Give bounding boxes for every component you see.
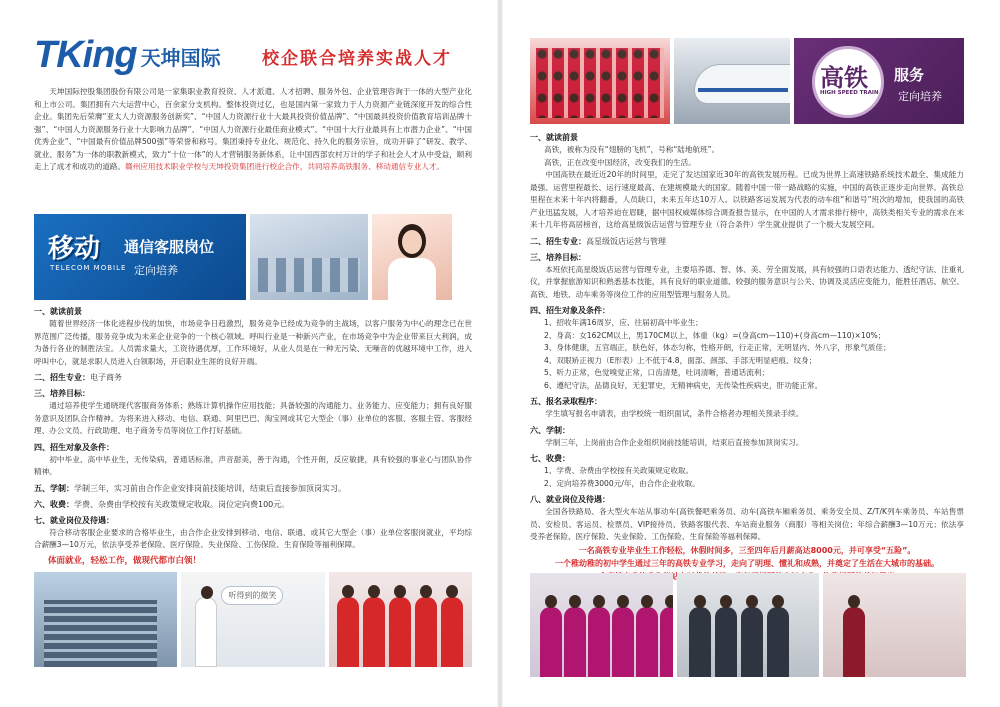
list-item: 2、定向培养费3000元/年，由合作企业收取。 <box>544 478 700 488</box>
banner-en-text: TELECOM MOBILE <box>50 264 127 272</box>
call-bubble: 听得到的微笑 <box>221 586 283 605</box>
section-heading: 一、就读前景 <box>34 307 82 316</box>
section-heading: 二、招生专业：电子商务 <box>34 373 122 382</box>
section-heading: 七、就业岗位及待遇： <box>34 515 114 525</box>
section-heading: 六、学制： <box>530 425 570 435</box>
section-body: 全国各铁路局、各大型火车站从事动车(高铁餐吧乘务员、动车(高铁车厢乘务员、乘务安全员、Z/T/K列车乘务员、车站售票员、安检员、客运员、检票员、VIP接待员、铁路客服代表、车站商业服务（商服）等相关岗位；年综合薪酬3—10万元；依法享受养老保险、医疗保险、失业保险、工伤保险、生育保险等福利保障。 <box>530 507 964 541</box>
rail-banner <box>794 38 964 124</box>
section-heading: 五、报名录取程序： <box>530 397 602 406</box>
section-line: 高铁，被称为没有“翅膀的飞机”，号称“陆地航班”。 <box>544 145 720 154</box>
mobile-banner <box>34 214 246 300</box>
staff-photo <box>329 572 472 667</box>
section-line: 高铁，正在改变中国经济，改变我们的生活。 <box>544 157 696 167</box>
section-heading: 六、收费：学费、杂费由学校按有关政策规定收取。岗位定向费100元。 <box>34 499 290 509</box>
section-body: 符合移动客服企业要求的合格毕业生，由合作企业安排到移动、电信、联通、或其它大型企（事）业单位客服岗就业，平均综合薪酬3—10万元，依法享受养老保险、医疗保险、失业保险、工伤保险、生育保险等福利保障。 <box>34 527 472 549</box>
logo-mark: TKing <box>34 34 137 76</box>
rail-banner-big: 高铁 <box>820 64 868 92</box>
logo-cn: 天坤国际 <box>140 48 221 70</box>
serving-photo <box>823 573 966 677</box>
section-heading: 四、招生对象及条件： <box>34 442 114 452</box>
banner-title: 通信客服岗位 <box>124 238 215 256</box>
section-body: 初中毕业、高中毕业生，无传染病，普通话标准，声音甜美，善于沟通，个性开朗，反应敏捷，具有较强的事业心与团队协作精神。 <box>34 454 472 476</box>
list-item: 1、招收年满16周岁，应、往届初高中毕业生； <box>544 318 703 327</box>
left-photo-strip <box>34 572 472 667</box>
list-item: 3、身体健康，五官端正，肤色好，体态匀称，性格开朗，行走正常，无明显内、外八字，形象气质佳； <box>544 343 891 352</box>
section-heading: 五、学制：学制三年，实习前由合作企业安排岗前技能培训，结束后直接参加顶岗实习。 <box>34 483 346 493</box>
right-sections <box>530 132 964 583</box>
mobile-banner-row <box>34 214 472 300</box>
rail-banner-en: HIGH SPEED TRAIN <box>820 90 879 96</box>
header-slogan: 校企联合培养实战人才 <box>262 49 452 69</box>
logo <box>34 36 221 74</box>
training-hall-photo <box>677 573 820 677</box>
section-body: 随着世界经济一体化进程步伐的加快，市场竞争日趋激烈，服务竞争已经成为竞争的主战场，以客户服务为中心的理念已在世界范围广泛传播，服务竞争成为未来企业竞争的一个核心领域。呼叫行业是一种新兴产业，在市场竞争中为企业带来巨大利润，成为备行各业的制胜法宝。人员需求量大，工资待遇优厚，工作环境好，从业人员是在一种无污染、无噪音的优越环境中工作，进入呼叫中心，就是求职人员进入白领职场，开启职业生涯的良好开端。 <box>34 319 472 366</box>
left-sections <box>34 306 472 566</box>
attendants-photo <box>530 573 673 677</box>
header <box>34 30 472 82</box>
section-heading: 二、招生专业：高星级饭店运营与管理 <box>530 236 666 246</box>
section-heading: 一、就读前景 <box>530 133 578 142</box>
section-heading: 八、就业岗位及待遇： <box>530 495 610 504</box>
slogan-red: 体面就业，轻松工作，做现代都市白领！ <box>48 555 202 566</box>
list-item: 1、学费、杂费由学校按有关政策规定收取。 <box>544 466 694 475</box>
section-heading: 七、收费： <box>530 454 570 463</box>
list-item: 6、遵纪守法，品德良好，无犯罪史，无精神病史，无传染性疾病史，肝功能正常。 <box>544 380 823 390</box>
rail-banner-sub: 定向培养 <box>898 90 942 103</box>
section-body: 通过培养使学生通晓现代客服商务体系；熟练计算机操作应用技能；具备较强的沟通能力、业务能力、应变能力；拥有良好服务意识及团队合作精神。为将来进入移动、电信、联通、阿里巴巴、淘宝网或其它大型企（事）业单位的客服、客服主管、客服经理、办公文员、行政助理、电子商务专员等岗位工作打好基础。 <box>34 401 472 435</box>
list-item: 2、身高：女162CM以上，男170CM以上，体重（kg）=(身高cm—110)+(身高cm—110)×10%； <box>544 330 886 340</box>
section-heading: 四、招生对象及条件： <box>530 306 610 315</box>
building-photo <box>34 572 177 667</box>
call-center-photo <box>181 572 324 667</box>
intro-text: 天坤国际控股集团股份有限公司是一家集职业教育投资、人才派遣、人才招聘、服务外包、企业管理咨询于一体的大型产业化和上市公司。集团拥有六大运营中心，百余家分支机构。整体投资过亿，也是国内第一家致力于人力资源产业链深度开发的综合性企业。集团先后荣膺“亚太人力资源服务创新奖”、“中国人力资源行业十大最具投资价值品牌”、“中国最具投资价值教育培训品牌十强”、“中国人力资源服务行业十大影响力品牌”、“中国人力资源行业最佳商业模式”、“中国十大行业最具有上市潜力企业”、“中国优秀企业”、“中国最有价值品牌500强”等荣誉和称号。集团秉持专业化、规范化、持久化的服务宗旨，成功开辟了“研发、教学、就业、服务”为一体的职教新模式，致力“十位一体”的人才营销服务新体系，让中国西部农村万计的学子和社会人才从中受益，顺利走上了成才和成功的道路。赣州应用技术职业学校与天坤投资集团进行校企合作，共同培养高铁服务、移动通信专业人才。 <box>34 87 472 171</box>
section-body: 学制三年，上岗前由合作企业组织岗前技能培训，结束后直接参加顶岗实习。 <box>545 437 804 447</box>
section-body: 本班依托高星级饭店运营与管理专业，主要培养德、智、体、美、劳全面发展，具有较强的口语表达能力、透纪守法、注重礼仪，并掌握旅游知识和熟悉基本技能，具有良好的职业道德、较强的服务意识与公关、协调及灵活应变能力，能胜任酒店、航空、高铁、地铁、动车乘务等岗位工作的应用型管理与服务人员。 <box>530 264 964 299</box>
banner-big-text: 移动 <box>48 234 101 264</box>
office-photo <box>250 214 368 300</box>
section-body: 中国高铁在最近近20年的时间里，走完了发达国家近30年的高铁发展历程。已成为世界上高速铁路系统技术最全、集成能力最强、运营里程最长、运行速度最高、在建规模最大的国家。随着中国一带一路战略的实施，中国的高铁正逐步走向世界。高铁总里程在未来十年内将翻番，人员缺口，未来五年达10万人。以铁路客运发展为代表的动车组“和谐号”班次的增加，使我国的高铁产业迅猛发展，人才培养迫在眉睫，据中国权威媒体综合调查报告显示，在中国的人才需求排行榜中，高铁类相关专业的需求在未来十几年将高居榜首，这给高星级饭店运营与管理专业（符合条件）学生就业提供了一个极大发展空间。 <box>530 170 964 229</box>
red-line: 一名高铁专业毕业生工作轻松，休假时间多，三至四年后月薪高达8000元，并可享受“五险”。 <box>578 545 916 555</box>
banner-subtitle: 定向培养 <box>134 264 178 277</box>
list-item: 4、双眼矫正视力（E形表）上不低于4.8，面部、颈部、手部无明显疤痕、纹身； <box>544 355 817 365</box>
train-photo <box>674 38 790 124</box>
rail-banner-row <box>530 38 964 124</box>
rail-banner-service: 服务 <box>894 66 925 84</box>
section-heading: 三、培养目标： <box>34 389 90 398</box>
section-heading: 三、培养目标： <box>530 252 586 262</box>
intro <box>34 86 472 208</box>
section-body: 学生填写报名申请表，由学校统一组织面试，条件合格者办理相关预录手续。 <box>545 409 804 418</box>
agent-photo <box>372 214 452 300</box>
list-item: 5、听力正常，色觉嗅觉正常，口齿清楚，吐词清晰，普通话流利； <box>544 368 770 377</box>
intro-red-text: 赣州应用技术职业学校与天坤投资集团进行校企合作，共同培养高铁服务、移动通信专业人才。 <box>125 162 445 171</box>
crew-photo <box>530 38 670 124</box>
right-photo-strip <box>530 573 966 677</box>
red-line: 一个稚幼稚的初中学生通过三年的高铁专业学习，走向了明理、懂礼和成熟，并奠定了生活在大城市的基础。 <box>555 558 939 568</box>
